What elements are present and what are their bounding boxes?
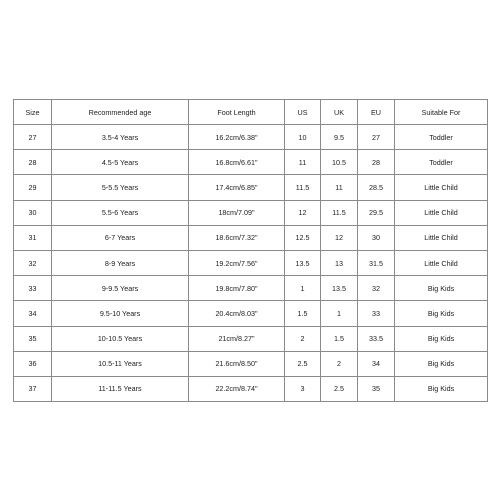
cell-uk: 1.5 — [321, 326, 358, 351]
cell-recommended-age: 10.5-11 Years — [52, 351, 189, 376]
table-row — [14, 200, 488, 225]
cell-us: 2.5 — [285, 351, 321, 376]
table-row — [14, 276, 488, 301]
table-row — [14, 175, 488, 200]
cell-recommended-age: 3.5-4 Years — [52, 125, 189, 150]
cell-suitable-for: Big Kids — [395, 376, 488, 401]
header-eu: EU — [358, 100, 395, 125]
table-body — [14, 125, 488, 402]
cell-size: 30 — [14, 200, 52, 225]
cell-size: 34 — [14, 301, 52, 326]
cell-size: 27 — [14, 125, 52, 150]
cell-recommended-age: 6-7 Years — [52, 225, 189, 250]
cell-foot-length: 18cm/7.09" — [189, 200, 285, 225]
cell-size: 28 — [14, 150, 52, 175]
cell-eu: 35 — [358, 376, 395, 401]
cell-uk: 2.5 — [321, 376, 358, 401]
cell-recommended-age: 5.5-6 Years — [52, 200, 189, 225]
cell-foot-length: 21.6cm/8.50" — [189, 351, 285, 376]
cell-foot-length: 18.6cm/7.32" — [189, 225, 285, 250]
cell-us: 12.5 — [285, 225, 321, 250]
cell-size: 33 — [14, 276, 52, 301]
table-row — [14, 326, 488, 351]
cell-size: 32 — [14, 250, 52, 275]
cell-foot-length: 17.4cm/6.85" — [189, 175, 285, 200]
table-row — [14, 125, 488, 150]
cell-eu: 32 — [358, 276, 395, 301]
cell-size: 29 — [14, 175, 52, 200]
cell-us: 11 — [285, 150, 321, 175]
cell-foot-length: 22.2cm/8.74" — [189, 376, 285, 401]
cell-eu: 30 — [358, 225, 395, 250]
table-row — [14, 376, 488, 401]
cell-us: 1.5 — [285, 301, 321, 326]
cell-eu: 28.5 — [358, 175, 395, 200]
cell-recommended-age: 9-9.5 Years — [52, 276, 189, 301]
cell-uk: 2 — [321, 351, 358, 376]
cell-recommended-age: 5-5.5 Years — [52, 175, 189, 200]
table-row — [14, 301, 488, 326]
cell-eu: 27 — [358, 125, 395, 150]
cell-eu: 31.5 — [358, 250, 395, 275]
cell-eu: 33 — [358, 301, 395, 326]
cell-size: 37 — [14, 376, 52, 401]
cell-eu: 29.5 — [358, 200, 395, 225]
header-suitable-for: Suitable For — [395, 100, 488, 125]
cell-size: 36 — [14, 351, 52, 376]
cell-suitable-for: Little Child — [395, 225, 488, 250]
cell-us: 3 — [285, 376, 321, 401]
cell-uk: 1 — [321, 301, 358, 326]
header-us: US — [285, 100, 321, 125]
cell-uk: 13.5 — [321, 276, 358, 301]
cell-recommended-age: 9.5-10 Years — [52, 301, 189, 326]
cell-us: 12 — [285, 200, 321, 225]
cell-uk: 12 — [321, 225, 358, 250]
cell-eu: 34 — [358, 351, 395, 376]
cell-us: 2 — [285, 326, 321, 351]
cell-foot-length: 19.8cm/7.80" — [189, 276, 285, 301]
cell-foot-length: 19.2cm/7.56" — [189, 250, 285, 275]
header-recommended-age: Recommended age — [52, 100, 189, 125]
cell-eu: 28 — [358, 150, 395, 175]
cell-suitable-for: Big Kids — [395, 326, 488, 351]
cell-us: 10 — [285, 125, 321, 150]
cell-size: 35 — [14, 326, 52, 351]
cell-us: 1 — [285, 276, 321, 301]
table-row — [14, 225, 488, 250]
cell-foot-length: 21cm/8.27" — [189, 326, 285, 351]
cell-suitable-for: Little Child — [395, 250, 488, 275]
header-foot-length: Foot Length — [189, 100, 285, 125]
cell-size: 31 — [14, 225, 52, 250]
cell-uk: 13 — [321, 250, 358, 275]
table-row — [14, 250, 488, 275]
cell-us: 13.5 — [285, 250, 321, 275]
cell-uk: 11.5 — [321, 200, 358, 225]
header-row — [14, 100, 488, 125]
cell-us: 11.5 — [285, 175, 321, 200]
cell-suitable-for: Toddler — [395, 125, 488, 150]
cell-foot-length: 16.2cm/6.38" — [189, 125, 285, 150]
table-row — [14, 351, 488, 376]
header-size: Size — [14, 100, 52, 125]
cell-foot-length: 20.4cm/8.03" — [189, 301, 285, 326]
cell-suitable-for: Big Kids — [395, 301, 488, 326]
cell-suitable-for: Toddler — [395, 150, 488, 175]
cell-recommended-age: 4.5-5 Years — [52, 150, 189, 175]
cell-uk: 11 — [321, 175, 358, 200]
cell-recommended-age: 10-10.5 Years — [52, 326, 189, 351]
cell-suitable-for: Little Child — [395, 175, 488, 200]
table-row — [14, 150, 488, 175]
cell-recommended-age: 8-9 Years — [52, 250, 189, 275]
cell-suitable-for: Big Kids — [395, 351, 488, 376]
cell-suitable-for: Big Kids — [395, 276, 488, 301]
header-uk: UK — [321, 100, 358, 125]
cell-uk: 10.5 — [321, 150, 358, 175]
cell-foot-length: 16.8cm/6.61" — [189, 150, 285, 175]
size-chart-table — [13, 99, 488, 402]
cell-uk: 9.5 — [321, 125, 358, 150]
cell-suitable-for: Little Child — [395, 200, 488, 225]
cell-eu: 33.5 — [358, 326, 395, 351]
cell-recommended-age: 11-11.5 Years — [52, 376, 189, 401]
